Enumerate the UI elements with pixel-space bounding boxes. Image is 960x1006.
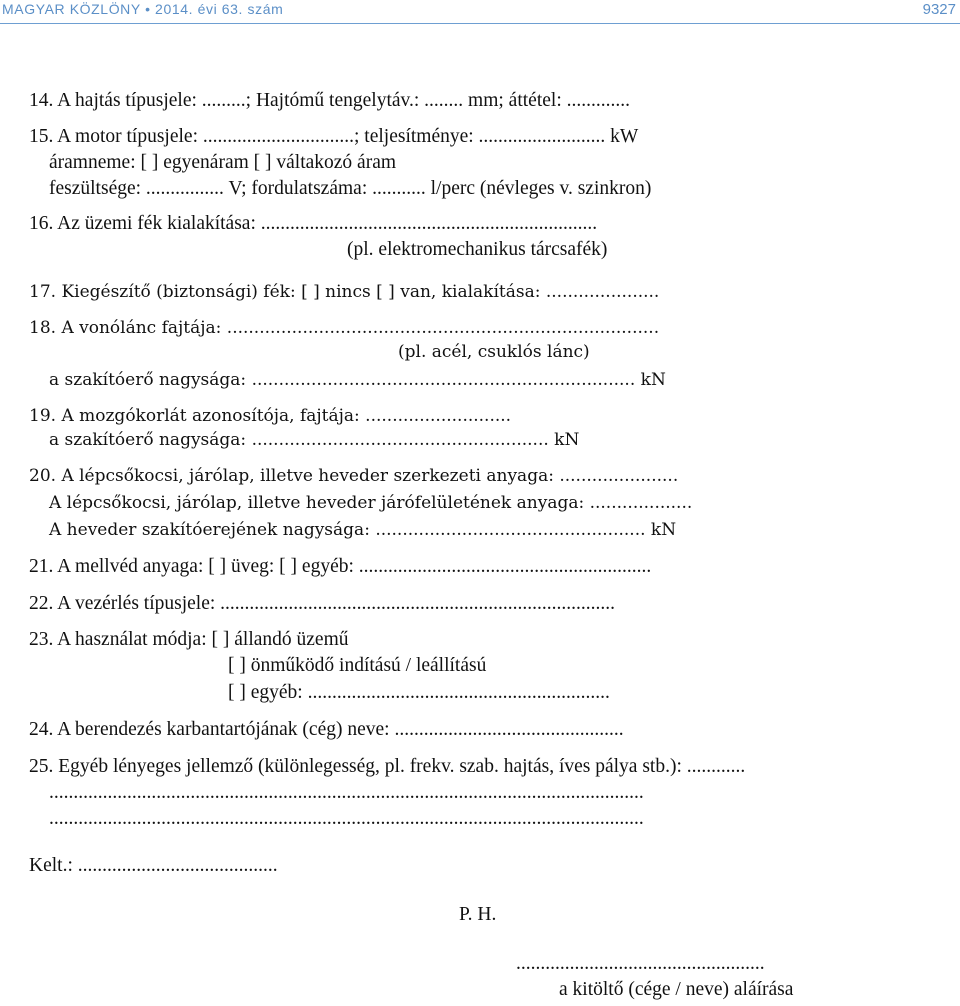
item-23-line-3: [ ] egyéb: .............................................................. xyxy=(228,682,610,703)
item-20-line-1: 20. A lépcsőkocsi, járólap, illetve heveder szerkezeti anyaga: ...................... xyxy=(29,466,679,486)
publication-title: MAGYAR KÖZLÖNY • 2014. évi 63. szám xyxy=(2,1,284,17)
item-16-line-1: 16. Az üzemi fék kialakítása: ..................................................................... xyxy=(29,213,598,234)
item-21: 21. A mellvéd anyaga: [ ] üveg: [ ] egyéb: ............................................................ xyxy=(29,556,652,577)
item-25-line-3: .......................................................................................................................... xyxy=(49,808,644,829)
item-19-line-2: a szakítóerő nagysága: ....................................................... kN xyxy=(49,430,580,450)
item-18-line-2: (pl. acél, csuklós lánc) xyxy=(398,342,590,362)
item-15-line-1: 15. A motor típusjele: ...............................; teljesítménye: .......................... kW xyxy=(29,126,639,147)
item-20-line-2: A lépcsőkocsi, járólap, illetve heveder járófelületének anyaga: ................... xyxy=(49,493,693,513)
item-24: 24. A berendezés karbantartójának (cég) neve: ............................................... xyxy=(29,719,624,740)
item-20-line-3: A heveder szakítóerejének nagysága: .................................................. kN xyxy=(49,520,677,540)
item-18-line-1: 18. A vonólánc fajtája: ................................................................................ xyxy=(29,318,660,338)
page-header xyxy=(0,0,960,22)
item-18-line-3: a szakítóerő nagysága: ....................................................................... kN xyxy=(49,370,666,390)
item-15-line-2: áramneme: [ ] egyenáram [ ] váltakozó áram xyxy=(49,152,397,173)
item-25-line-2: .......................................................................................................................... xyxy=(49,782,644,803)
item-14: 14. A hajtás típusjele: .........; Hajtómű tengelytáv.: ........ mm; áttétel: ............. xyxy=(29,90,630,111)
item-23-line-2: [ ] önműködő indítású / leállítású xyxy=(228,655,487,676)
date-field: Kelt.: ......................................... xyxy=(29,855,278,876)
signature-label: a kitöltő (cége / neve) aláírása xyxy=(559,979,794,1000)
item-15-line-3: feszültsége: ................ V; fordulatszáma: ........... l/perc (névleges v. szinkron) xyxy=(49,178,652,199)
item-25-line-1: 25. Egyéb lényeges jellemző (különlegesség, pl. frekv. szab. hajtás, íves pálya stb.): ............ xyxy=(29,756,746,777)
header-divider xyxy=(0,23,960,24)
item-16-line-2: (pl. elektromechanikus tárcsafék) xyxy=(347,239,608,260)
page-number: 9327 xyxy=(922,1,956,18)
item-19-line-1: 19. A mozgókorlát azonosítója, fajtája: ........................... xyxy=(29,406,512,426)
item-22: 22. A vezérlés típusjele: ................................................................................. xyxy=(29,593,616,614)
item-17: 17. Kiegészítő (biztonsági) fék: [ ] nincs [ ] van, kialakítása: ..................... xyxy=(29,282,660,302)
item-23-line-1: 23. A használat módja: [ ] állandó üzemű xyxy=(29,629,349,650)
signature-line: ................................................... xyxy=(516,953,765,974)
stamp-label: P. H. xyxy=(459,904,497,925)
